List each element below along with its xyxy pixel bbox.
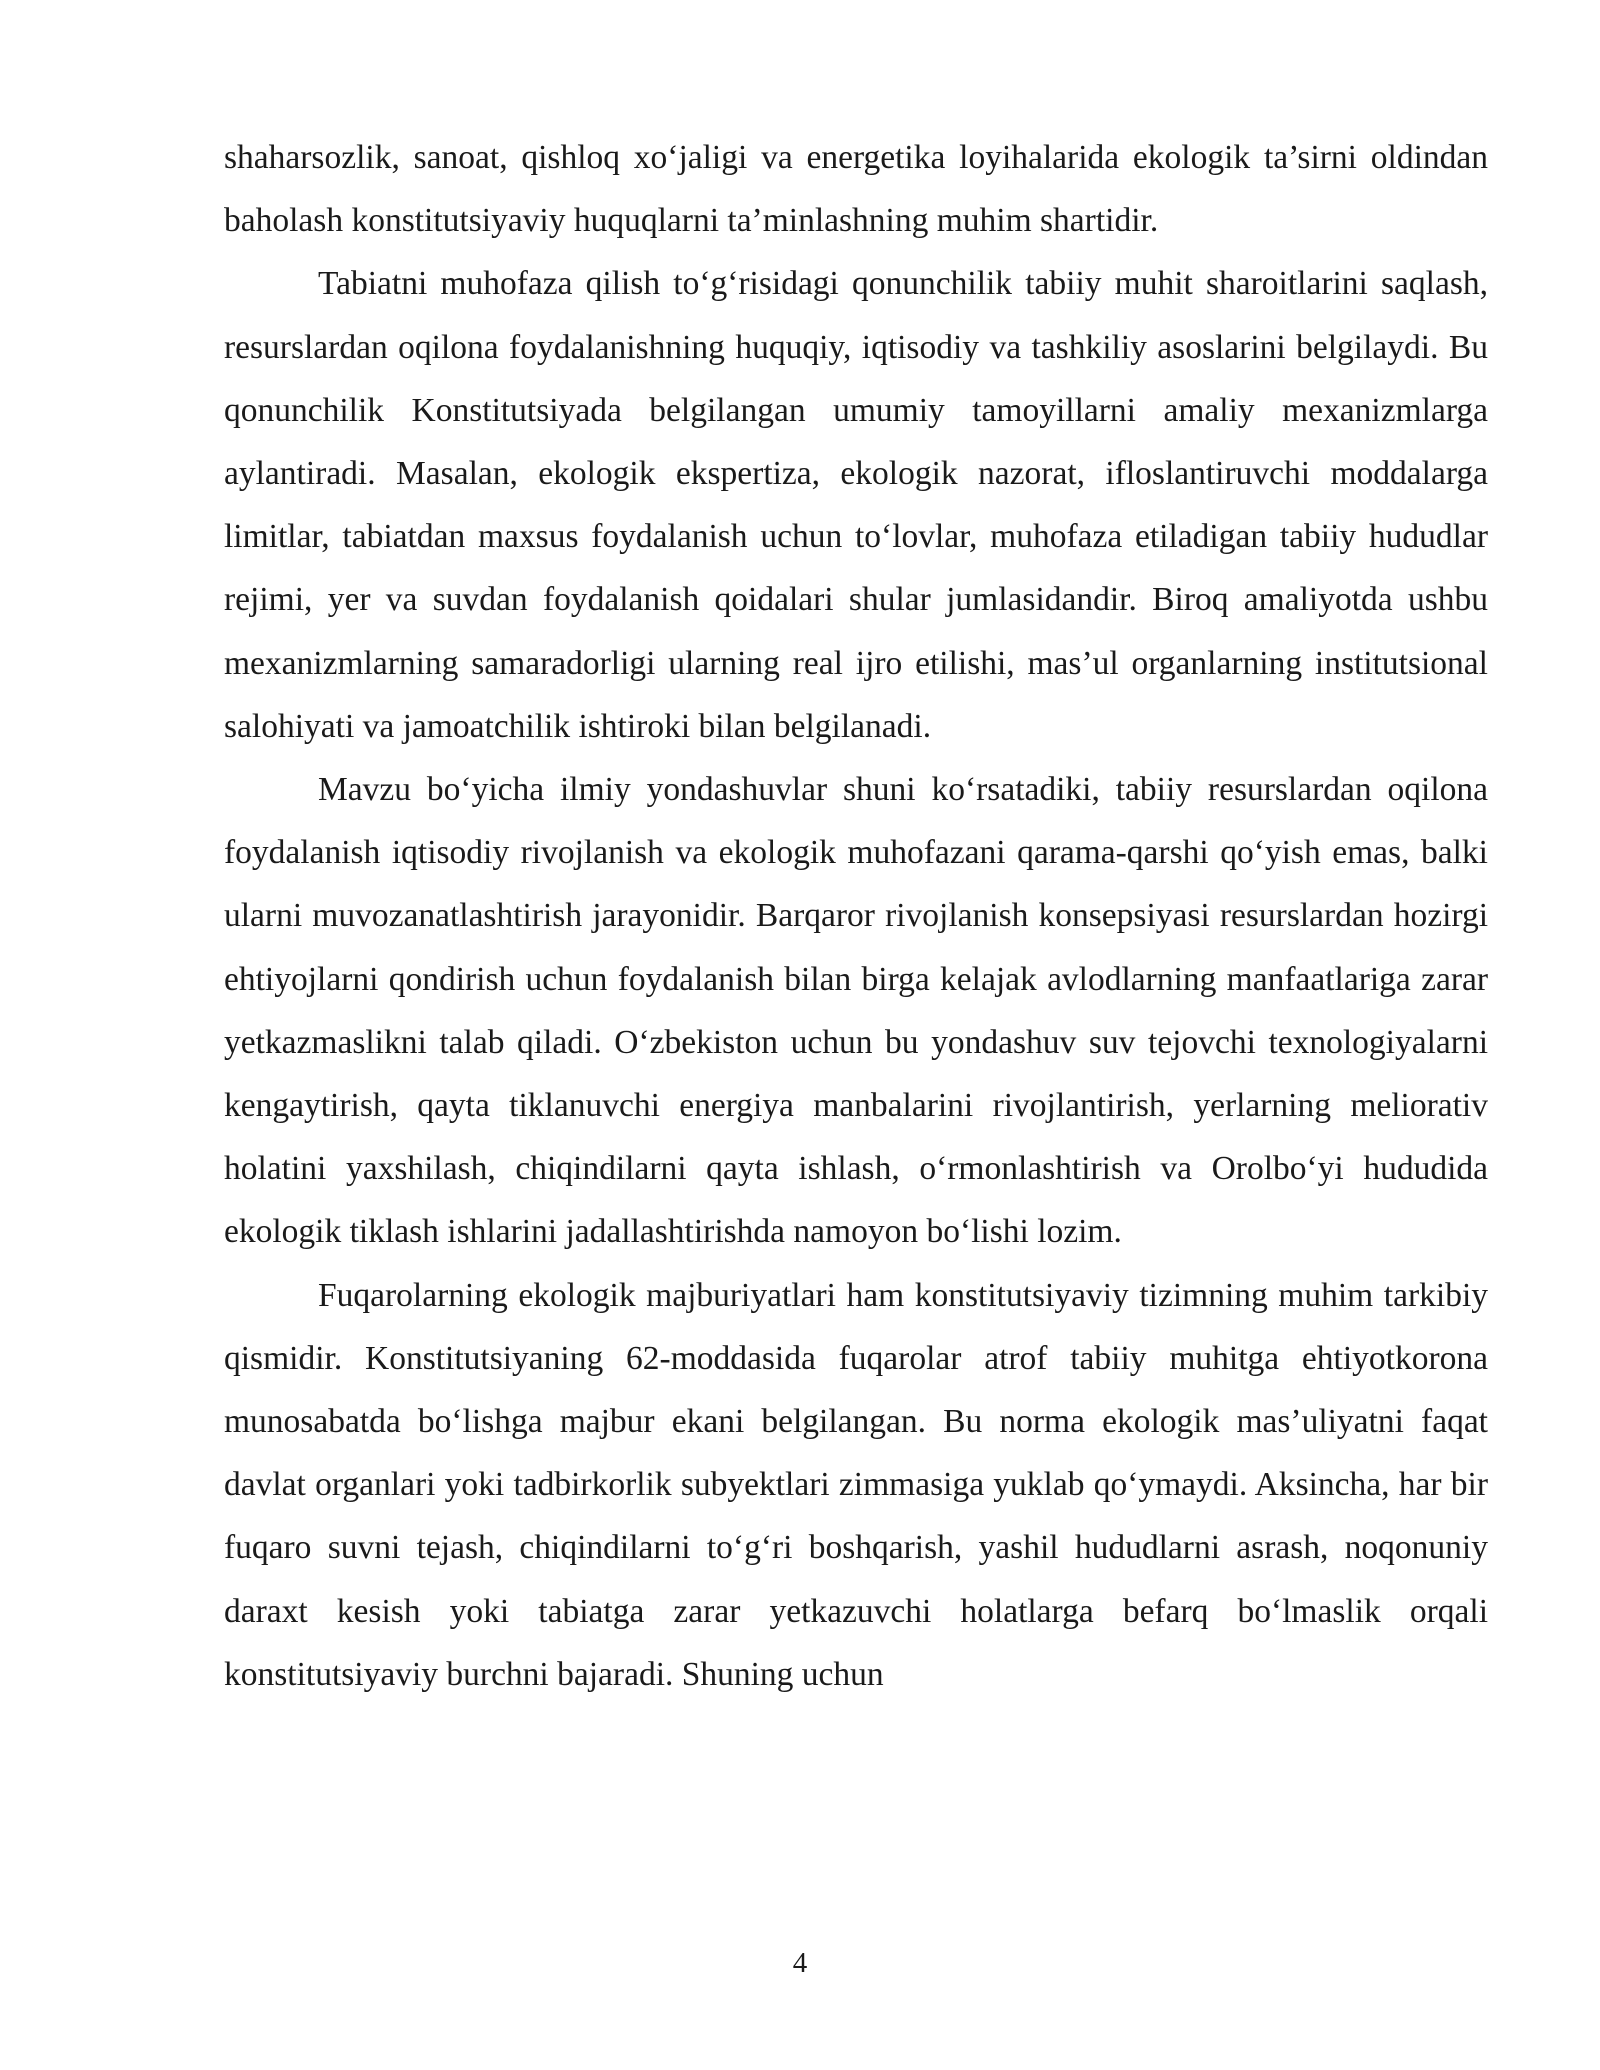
paragraph-citizen-obligations: Fuqarolarning ekologik majburiyatlari ham konstitutsiyaviy tizimning muhim tarkibiy qismidir. Konstitutsiyaning 62-moddasida fuqarolar atrof tabiiy muhitga ehtiyotkorona munosabatda bo‘lishga majbur ekani belgilangan. Bu norma ekologik mas’uliyatni faqat davlat organlari yoki tadbirkorlik subyektlari zimmasiga yuklab qo‘ymaydi. Aksincha, har bir fuqaro suvni tejash, chiqindilarni to‘g‘ri boshqarish, yashil hududlarni asrash, noqonuniy daraxt kesish yoki tabiatga zarar yetkazuvchi holatlarga befarq bo‘lmaslik orqali konstitutsiyaviy burchni bajaradi. Shuning uchun xyxy=(224,1276,1488,1693)
paragraph-nature-protection-law: Tabiatni muhofaza qilish to‘g‘risidagi qonunchilik tabiiy muhit sharoitlarini saqlash, resurslardan oqilona foydalanishning huquqiy, iqtisodiy va tashkiliy asoslarini belgilaydi. Bu qonunchilik Konstitutsiyada belgilangan umumiy tamoyillarni amaliy mexanizmlarga aylantiradi. Masalan, ekologik ekspertiza, ekologik nazorat, ifloslantiruvchi moddalarga limitlar, tabiatdan maxsus foydalanish uchun to‘lovlar, muhofaza etiladigan tabiiy hududlar rejimi, yer va suvdan foydalanish qoidalari shular jumlasidandir. Biroq amaliyotda ushbu mexanizmlarning samaradorligi ularning real ijro etilishi, mas’ul organlarning institutsional salohiyati va jamoatchilik ishtiroki bilan belgilanadi. xyxy=(224,265,1488,745)
paragraph-scientific-approaches: Mavzu bo‘yicha ilmiy yondashuvlar shuni ko‘rsatadiki, tabiiy resurslardan oqilona foydalanish iqtisodiy rivojlanish va ekologik muhofazani qarama-qarshi qo‘yish emas, balki ularni muvozanatlashtirish jarayonidir. Barqaror rivojlanish konsepsiyasi resurslardan hozirgi ehtiyojlarni qondirish uchun foydalanish bilan birga kelajak avlodlarning manfaatlariga zarar yetkazmaslikni talab qiladi. O‘zbekiston uchun bu yondashuv suv tejovchi texnologiyalarni kengaytirish, qayta tiklanuvchi energiya manbalarini rivojlantirish, yerlarning meliorativ holatini yaxshilash, chiqindilarni qayta ishlash, o‘rmonlashtirish va Orolbo‘yi hududida ekologik tiklash ishlarini jadallashtirishda namoyon bo‘lishi lozim. xyxy=(224,771,1488,1251)
body-text xyxy=(224,126,1488,1706)
page-number: 4 xyxy=(792,1947,808,1979)
paragraph-continued: shaharsozlik, sanoat, qishloq xo‘jaligi va energetika loyihalarida ekologik ta’sirni oldindan baholash konstitutsiyaviy huquqlarni ta’minlashning muhim shartidir. xyxy=(224,139,1488,240)
